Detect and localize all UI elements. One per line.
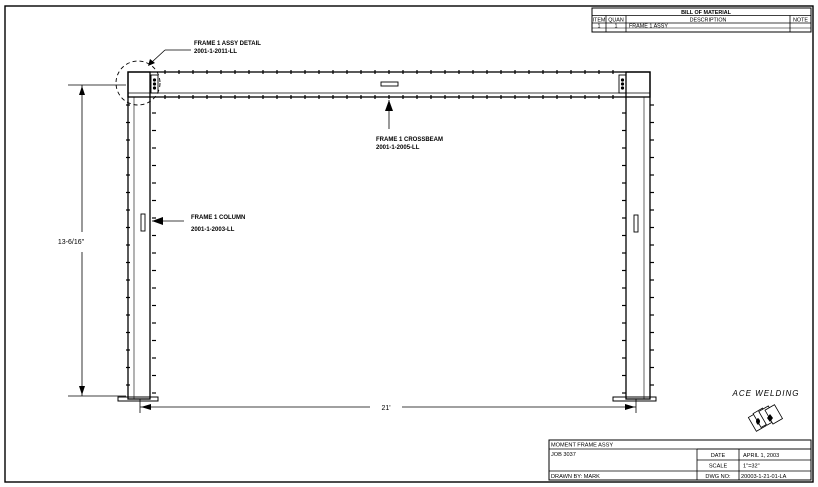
title-block-date-value: APRIL 1, 2003	[743, 453, 780, 459]
title-block-title: MOMENT FRAME ASSY	[551, 442, 614, 449]
left-column-holes	[126, 105, 156, 393]
callout-column-part: 2001-1-2003-LL	[191, 227, 235, 233]
callout-crossbeam-part: 2001-1-2005-LL	[376, 145, 420, 151]
title-block-date-label: DATE	[710, 453, 726, 459]
bom-row-quan: 1	[614, 23, 618, 30]
title-block-dwg-label: DWG NO:	[705, 473, 731, 480]
left-column	[128, 72, 150, 399]
callout-column	[152, 215, 245, 233]
bill-of-material	[592, 8, 811, 32]
title-block-drawn-by: DRAWN BY: MARK	[551, 473, 600, 480]
right-column	[626, 72, 650, 399]
bom-header-description: DESCRIPTION	[689, 17, 727, 24]
height-dimension-value: 13-6/16"	[57, 239, 85, 246]
left-column-tag	[141, 214, 145, 231]
callout-assy-detail-label: FRAME 1 ASSY DETAIL	[194, 41, 261, 47]
crossbeam-tag	[381, 82, 398, 86]
bom-header-note: NOTE	[793, 17, 808, 24]
title-block	[549, 440, 811, 480]
span-dimension-value: 21'	[381, 405, 391, 412]
sheet-border	[5, 6, 813, 482]
callout-crossbeam-label: FRAME 1 CROSSBEAM	[376, 137, 444, 143]
callout-crossbeam	[376, 100, 443, 151]
ace-welding-logo	[731, 389, 799, 433]
bom-title: BILL OF MATERIAL	[681, 9, 731, 16]
bom-header-quan: QUAN	[608, 17, 624, 24]
moment-frame	[118, 72, 656, 401]
crossbeam-holes	[165, 70, 613, 99]
title-block-dwg-value: 20003-1-21-01-LA	[741, 473, 787, 480]
title-block-scale-label: SCALE	[708, 463, 728, 470]
bom-header-item: ITEM	[592, 17, 606, 24]
right-column-holes	[622, 105, 654, 393]
right-column-tag	[634, 215, 638, 232]
title-block-job: JOB 3037	[551, 452, 576, 458]
logo-text: ACE WELDING	[732, 389, 800, 398]
title-block-scale-value: 1"=32"	[743, 463, 760, 470]
bom-row-description: FRAME 1 ASSY	[629, 23, 668, 30]
callout-assy-detail	[148, 41, 261, 66]
callout-assy-detail-part: 2001-1-2011-LL	[194, 49, 238, 55]
callout-column-label: FRAME 1 COLUMN	[191, 215, 246, 221]
bom-row-item: 1	[597, 23, 601, 30]
